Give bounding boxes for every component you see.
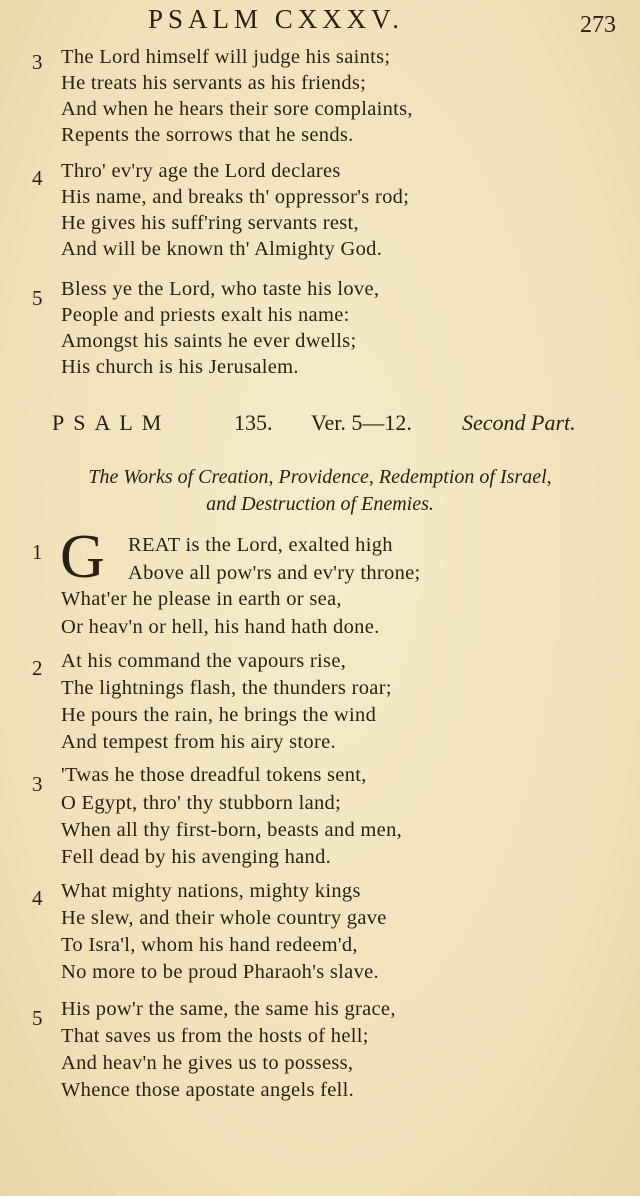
verse-line: He gives his suff'ring servants rest,	[61, 212, 359, 234]
verse-line: People and priests exalt his name:	[61, 304, 350, 326]
verse-line: REAT is the Lord, exalted high	[128, 534, 393, 556]
verse-line: His pow'r the same, the same his grace,	[61, 998, 396, 1020]
stanza-number: 1	[32, 540, 43, 564]
verse-line: That saves us from the hosts of hell;	[61, 1025, 369, 1047]
verse-line: And when he hears their sore complaints,	[61, 98, 413, 120]
stanza-number: 4	[32, 886, 43, 910]
running-title: PSALM CXXXV.	[148, 4, 405, 34]
verse-line: 'Twas he those dreadful tokens sent,	[61, 764, 367, 786]
verse-line: The Lord himself will judge his saints;	[61, 46, 391, 68]
verse-line: Repents the sorrows that he sends.	[61, 124, 354, 146]
verse-line: To Isra'l, whom his hand redeem'd,	[61, 934, 358, 956]
verse-line: He treats his servants as his friends;	[61, 72, 367, 94]
stanza-number: 4	[32, 166, 43, 190]
verse-line: And will be known th' Almighty God.	[61, 238, 383, 260]
verse-line: Whence those apostate angels fell.	[61, 1079, 355, 1101]
verse-line: Thro' ev'ry age the Lord declares	[61, 160, 341, 182]
stanza-number: 5	[32, 286, 43, 310]
running-head	[0, 4, 640, 40]
verse-line: And tempest from his airy store.	[61, 731, 336, 753]
verse-line: Above all pow'rs and ev'ry throne;	[128, 562, 421, 584]
verse-line: Or heav'n or hell, his hand hath done.	[61, 616, 380, 638]
verse-line: When all thy first-born, beasts and men,	[61, 819, 403, 841]
heading-psalm-word: PSALM	[52, 410, 171, 435]
section-heading	[0, 410, 640, 442]
subtitle-line-2: and Destruction of Enemies.	[206, 493, 434, 515]
subtitle-line-1: The Works of Creation, Providence, Redemption of Israel,	[88, 466, 552, 488]
verse-line: What'er he please in earth or sea,	[61, 588, 342, 610]
heading-part: Second Part.	[462, 410, 576, 435]
stanza-number: 2	[32, 656, 43, 680]
heading-psalm-number: 135.	[234, 410, 273, 435]
verse-line: No more to be proud Pharaoh's slave.	[61, 961, 379, 983]
stanza-number: 3	[32, 772, 43, 796]
verse-line: At his command the vapours rise,	[61, 650, 347, 672]
verse-line: The lightnings flash, the thunders roar;	[61, 677, 392, 699]
verse-line: His name, and breaks th' oppressor's rod;	[61, 186, 410, 208]
verse-line: His church is his Jerusalem.	[61, 356, 299, 378]
verse-line: He pours the rain, he brings the wind	[61, 704, 377, 726]
page-number: 273	[580, 12, 616, 38]
stanza-number: 5	[32, 1006, 43, 1030]
stanza-number: 3	[32, 50, 43, 74]
verse-line: Amongst his saints he ever dwells;	[61, 330, 357, 352]
verse-line: O Egypt, thro' thy stubborn land;	[61, 792, 342, 814]
drop-cap: G	[60, 523, 105, 591]
verse-line: Fell dead by his avenging hand.	[61, 846, 332, 868]
verse-line: Bless ye the Lord, who taste his love,	[61, 278, 380, 300]
verse-line: He slew, and their whole country gave	[61, 907, 387, 929]
heading-verses: Ver. 5—12.	[311, 410, 412, 435]
verse-line: And heav'n he gives us to possess,	[61, 1052, 354, 1074]
verse-line: What mighty nations, mighty kings	[61, 880, 361, 902]
